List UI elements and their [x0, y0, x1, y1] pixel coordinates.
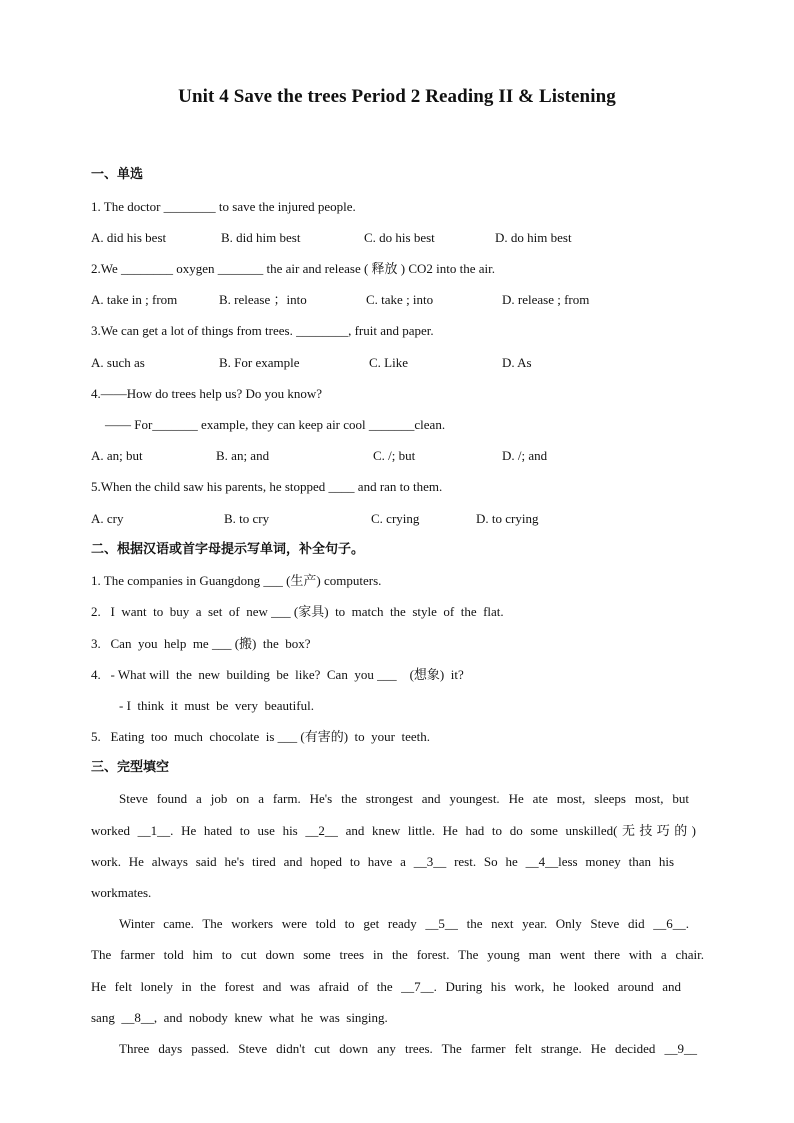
fill-item-4: 4. - What will the new building be like? Can you ___ (想象) it?: [91, 667, 464, 682]
question-3: 3.We can get a lot of things from trees. ________, fruit and paper.: [91, 323, 434, 338]
q1-option-d: D. do him best: [495, 230, 572, 245]
q3-option-a: A. such as: [91, 355, 145, 370]
q2-option-b: B. release ；into: [219, 292, 307, 307]
q5-option-b: B. to cry: [224, 511, 270, 526]
cloze-p2-line-3: He felt lonely in the forest and was afraid of the __7__. During his work, he looked around and: [91, 979, 681, 994]
cloze-p1-line-1: Steve found a job on a farm. He's the strongest and youngest. He ate most, sleeps most, but: [119, 791, 689, 806]
q3-option-d: D. As: [502, 355, 532, 370]
cloze-p1-line-3: work. He always said he's tired and hoped to have a __3__ rest. So he __4__less money than his: [91, 854, 674, 869]
question-4-line-2: —— For_______ example, they can keep air cool _______clean.: [105, 417, 446, 432]
fill-item-2: 2. I want to buy a set of new ___ (家具) to match the style of the flat.: [91, 604, 504, 619]
fill-item-5: 5. Eating too much chocolate is ___ (有害的) to your teeth.: [91, 729, 431, 744]
cloze-p2-line-1: Winter came. The workers were told to get ready __5__ the next year. Only Steve did __6__.: [119, 916, 689, 931]
cloze-p2-line-2: The farmer told him to cut down some trees in the forest. The young man went there with a chair.: [91, 947, 704, 962]
q4-option-c: C. /; but: [373, 448, 416, 463]
fill-item-3: 3. Can you help me ___ (搬) the box?: [91, 636, 311, 651]
q1-option-b: B. did him best: [221, 230, 301, 245]
q1-option-c: C. do his best: [364, 230, 435, 245]
q2-option-d: D. release ; from: [502, 292, 590, 307]
question-4: 4.——How do trees help us? Do you know?: [91, 386, 323, 401]
q4-option-d: D. /; and: [502, 448, 548, 463]
q5-option-a: A. cry: [91, 511, 124, 526]
q5-option-d: D. to crying: [476, 511, 539, 526]
page-title: Unit 4 Save the trees Period 2 Reading II & Listening: [178, 86, 616, 107]
q1-option-a: A. did his best: [91, 230, 167, 245]
q4-option-b: B. an; and: [216, 448, 270, 463]
cloze-p3-line-1: Three days passed. Steve didn't cut down any trees. The farmer felt strange. He decided __9__: [119, 1041, 697, 1056]
question-1: 1. The doctor ________ to save the injured people.: [91, 199, 356, 214]
q5-option-c: C. crying: [371, 511, 420, 526]
q4-option-a: A. an; but: [91, 448, 143, 463]
fill-item-4-answer-line: - I think it must be very beautiful.: [119, 698, 314, 713]
cloze-p2-line-4: sang __8__, and nobody knew what he was singing.: [91, 1010, 388, 1025]
q2-option-a: A. take in ; from: [91, 292, 178, 307]
question-5: 5.When the child saw his parents, he stopped ____ and ran to them.: [91, 479, 443, 494]
fill-item-1: 1. The companies in Guangdong ___ (生产) computers.: [91, 573, 382, 588]
question-2: 2.We ________ oxygen _______ the air and release ( 释放 ) CO2 into the air.: [91, 261, 496, 276]
section-heading-multiple-choice: 一、单选: [91, 167, 144, 182]
section-heading-cloze: 三、完型填空: [91, 760, 170, 775]
q3-option-c: C. Like: [369, 355, 408, 370]
section-heading-fill-words: 二、根据汉语或首字母提示写单词，补全句子。: [91, 542, 365, 557]
cloze-p1-line-2: worked __1__. He hated to use his __2__ and knew little. He had to do some unskilled(无技巧的): [91, 823, 696, 838]
q3-option-b: B. For example: [219, 355, 300, 370]
q2-option-c: C. take ; into: [366, 292, 434, 307]
cloze-p1-line-4: workmates.: [91, 885, 152, 900]
